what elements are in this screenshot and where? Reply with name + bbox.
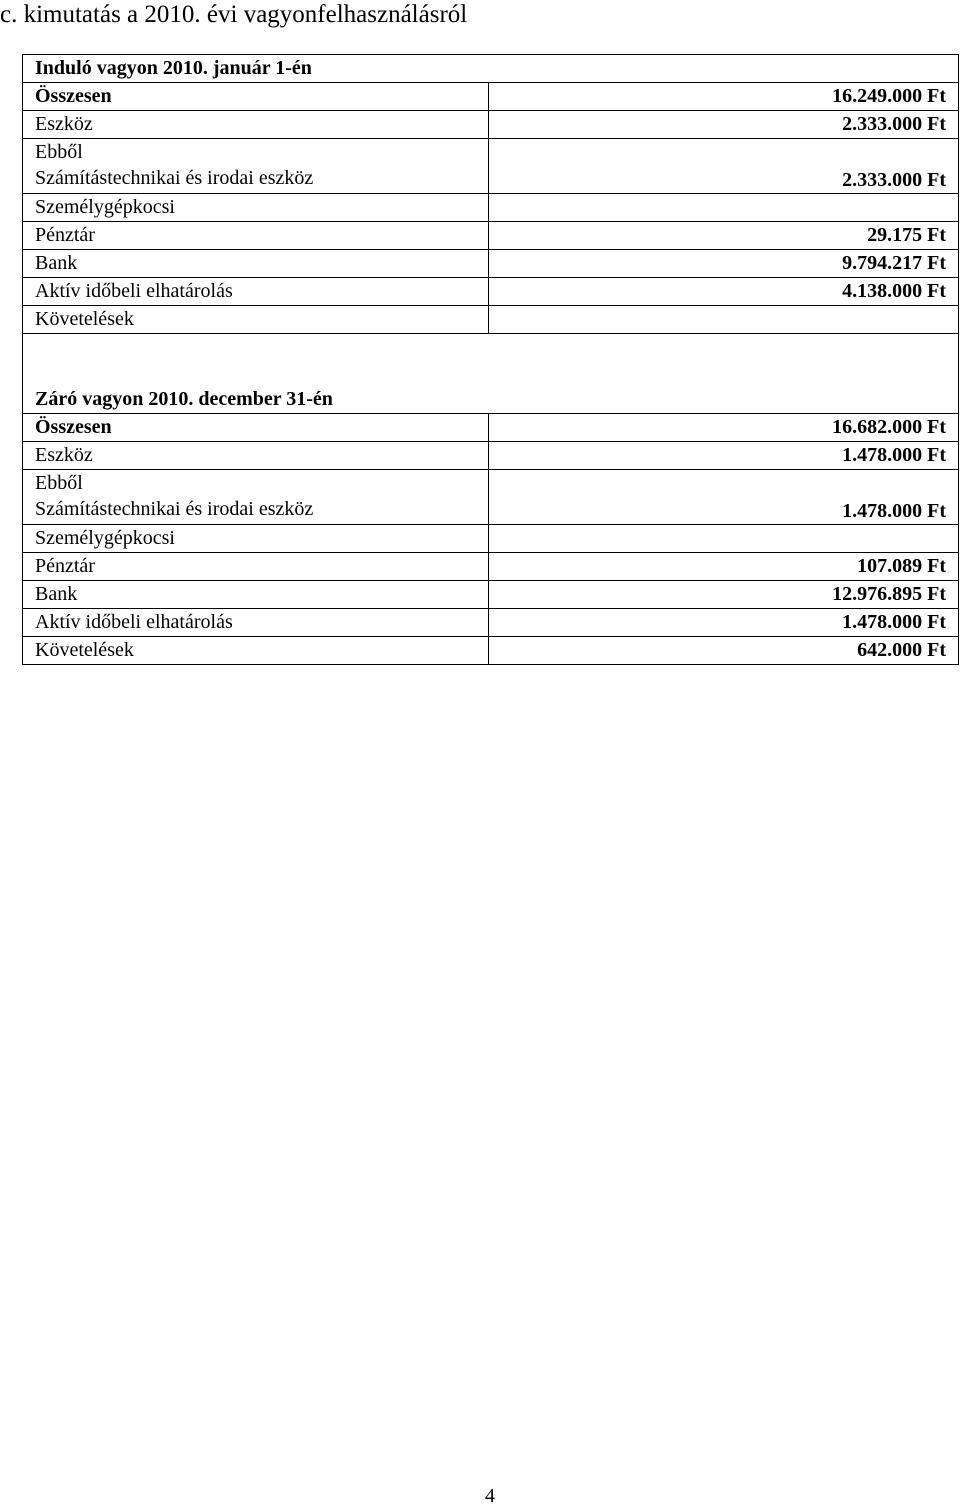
table-row (23, 553, 959, 581)
table-row (23, 470, 959, 525)
spacer-cell (23, 334, 959, 387)
opening-title: Induló vagyon 2010. január 1-én (23, 55, 959, 83)
closing-bank-value: 12.976.895 Ft (489, 581, 959, 609)
closing-bank-label: Bank (23, 581, 489, 609)
opening-asset-label: Eszköz (23, 111, 489, 139)
table-row (23, 386, 959, 414)
table-row (23, 637, 959, 665)
closing-title: Záró vagyon 2010. december 31-én (23, 386, 959, 414)
table-row (23, 278, 959, 306)
opening-it-office-cell (23, 139, 489, 194)
table-row (23, 414, 959, 442)
closing-it-office-value: 1.478.000 Ft (489, 470, 959, 525)
closing-it-office-label: Számítástechnikai és irodai eszköz (35, 498, 314, 520)
opening-it-office-value: 2.333.000 Ft (489, 139, 959, 194)
opening-of-which-label: Ebből (35, 141, 83, 163)
table-row (23, 442, 959, 470)
table-row (23, 139, 959, 194)
opening-cash-label: Pénztár (23, 222, 489, 250)
closing-asset-label: Eszköz (23, 442, 489, 470)
table-row (23, 581, 959, 609)
opening-total-label: Összesen (23, 83, 489, 111)
table-row (23, 525, 959, 553)
closing-asset-value: 1.478.000 Ft (489, 442, 959, 470)
closing-car-label: Személygépkocsi (23, 525, 489, 553)
opening-total-value: 16.249.000 Ft (489, 83, 959, 111)
closing-accrual-value: 1.478.000 Ft (489, 609, 959, 637)
opening-bank-value: 9.794.217 Ft (489, 250, 959, 278)
table-row (23, 306, 959, 334)
closing-cash-value: 107.089 Ft (489, 553, 959, 581)
closing-total-value: 16.682.000 Ft (489, 414, 959, 442)
table-row (23, 222, 959, 250)
asset-table (22, 54, 959, 665)
opening-accrual-value: 4.138.000 Ft (489, 278, 959, 306)
opening-accrual-label: Aktív időbeli elhatárolás (23, 278, 489, 306)
closing-receivables-value: 642.000 Ft (489, 637, 959, 665)
opening-car-label: Személygépkocsi (23, 194, 489, 222)
spacer-row (23, 334, 959, 387)
closing-total-label: Összesen (23, 414, 489, 442)
opening-cash-value: 29.175 Ft (489, 222, 959, 250)
closing-of-which-label: Ebből (35, 472, 83, 494)
closing-it-office-cell (23, 470, 489, 525)
opening-receivables-label: Követelések (23, 306, 489, 334)
opening-car-value (489, 194, 959, 222)
opening-bank-label: Bank (23, 250, 489, 278)
opening-asset-value: 2.333.000 Ft (489, 111, 959, 139)
table-row (23, 83, 959, 111)
table-row (23, 55, 959, 83)
table-row (23, 250, 959, 278)
closing-car-value (489, 525, 959, 553)
table-row (23, 194, 959, 222)
closing-cash-label: Pénztár (23, 553, 489, 581)
section-title: c. kimutatás a 2010. évi vagyonfelhasználásról (0, 1, 468, 28)
page-number: 4 (485, 1485, 495, 1507)
table-row (23, 111, 959, 139)
table-row (23, 609, 959, 637)
closing-receivables-label: Követelések (23, 637, 489, 665)
opening-it-office-label: Számítástechnikai és irodai eszköz (35, 167, 314, 189)
closing-accrual-label: Aktív időbeli elhatárolás (23, 609, 489, 637)
opening-receivables-value (489, 306, 959, 334)
